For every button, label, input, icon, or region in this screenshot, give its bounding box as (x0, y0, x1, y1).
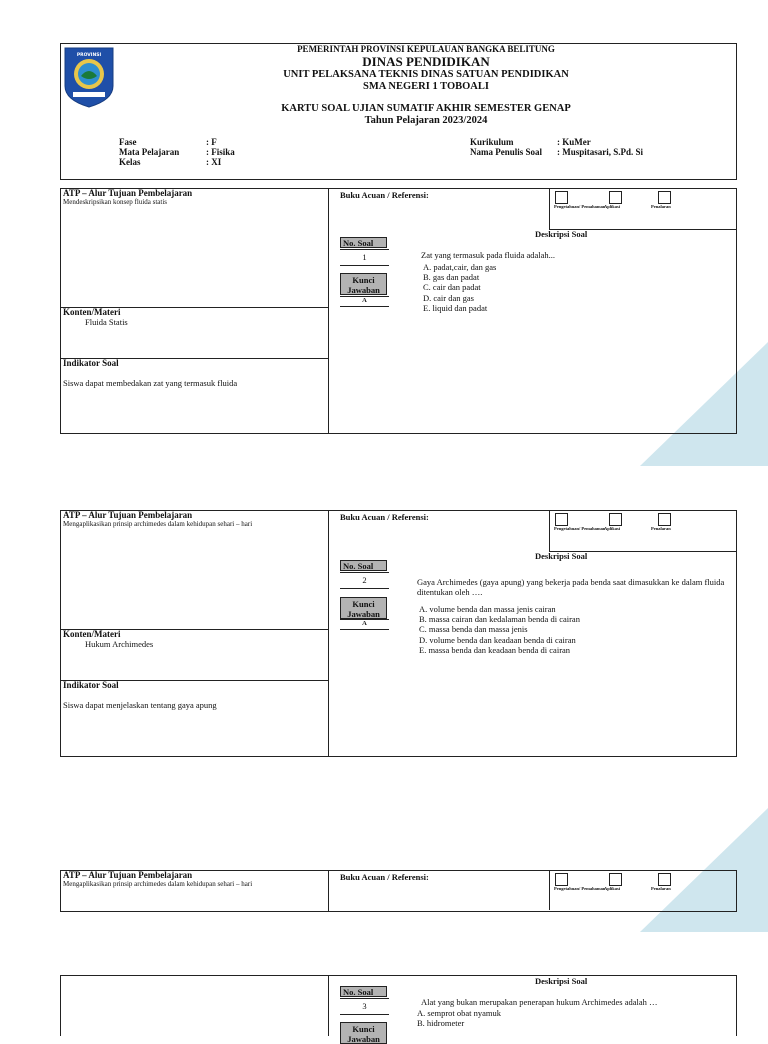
cognitive-level-checkboxes (549, 871, 737, 910)
kelas-value: : XI (206, 156, 222, 167)
header-line-school: SMA NEGERI 1 TOBOALI (363, 81, 489, 92)
header-line-year: Tahun Pelajaran 2023/2024 (364, 115, 488, 126)
question-card-1 (60, 188, 737, 434)
kunci-jawaban-value: A (340, 619, 389, 630)
mapel-value: : Fisika (206, 146, 235, 157)
checkbox-aplikasi[interactable] (609, 191, 622, 204)
kurikulum-value: : KuMer (557, 137, 591, 147)
checkbox-aplikasi[interactable] (609, 513, 622, 526)
indikator-title: Indikator Soal (63, 680, 119, 690)
no-soal-value: 1 (340, 249, 389, 266)
indikator-title: Indikator Soal (63, 358, 119, 368)
penulis-label: Nama Penulis Soal (470, 146, 543, 157)
deskripsi-soal-label: Deskripsi Soal (535, 976, 588, 986)
checkbox-aplikasi[interactable] (609, 873, 622, 886)
atp-title: ATP – Alur Tujuan Pembelajaran (63, 510, 193, 520)
option-d: D. cair dan gas (423, 292, 474, 303)
label-aplikasi: Aplikasi (604, 526, 621, 531)
konten-text: Fluida Statis (85, 317, 128, 327)
checkbox-penalaran[interactable] (658, 191, 671, 204)
buku-acuan-label: Buku Acuan / Referensi: (340, 190, 429, 200)
checkbox-penalaran[interactable] (658, 513, 671, 526)
label-aplikasi: Aplikasi (604, 886, 621, 891)
atp-text: Mengaplikasikan prinsip archimedes dalam kehidupan sehari – hari (63, 880, 253, 889)
header-line-government: PEMERINTAH PROVINSI KEPULAUAN BANGKA BELITUNG (297, 44, 555, 54)
answer-options (423, 262, 496, 313)
label-pemahaman: Pengetahuan/ Pemahaman (554, 204, 606, 209)
checkbox-pemahaman[interactable] (555, 873, 568, 886)
konten-text: Hukum Archimedes (85, 639, 154, 649)
option-b: B. gas dan padat (423, 272, 480, 283)
svg-text:PROVINSI: PROVINSI (76, 53, 102, 58)
option-e: E. liquid dan padat (423, 302, 488, 313)
no-soal-value: 3 (340, 998, 389, 1015)
option-a: A. semprot obat nyamuk (417, 1008, 502, 1018)
label-pemahaman: Pengetahuan/ Pemahaman (554, 886, 606, 891)
indikator-text: Siswa dapat membedakan zat yang termasuk fluida (63, 378, 238, 388)
option-d: D. volume benda dan keadaan benda di cairan (419, 634, 576, 645)
meta-right-labels (470, 138, 542, 158)
deskripsi-soal-label: Deskripsi Soal (535, 551, 588, 561)
checkbox-pemahaman[interactable] (555, 513, 568, 526)
kunci-jawaban-label: Kunci Jawaban (340, 1022, 387, 1044)
atp-text: Mengaplikasikan prinsip archimedes dalam kehidupan sehari – hari (63, 520, 253, 529)
checkbox-pemahaman[interactable] (555, 191, 568, 204)
label-penalaran: Penalaran (651, 526, 671, 531)
header-line-unit: UNIT PELAKSANA TEKNIS DINAS SATUAN PENDIDIKAN (283, 69, 569, 80)
label-penalaran: Penalaran (651, 204, 671, 209)
konten-title: Konten/Materi (63, 629, 121, 639)
option-b: B. massa cairan dan kedalaman benda di cairan (419, 614, 580, 625)
no-soal-label: No. Soal (340, 986, 387, 997)
question-card-3-header (60, 870, 737, 912)
card-left-column (61, 976, 329, 1036)
option-c: C. cair dan padat (423, 282, 481, 293)
document-header (60, 43, 737, 180)
konten-title: Konten/Materi (63, 307, 121, 317)
question-text: Gaya Archimedes (gaya apung) yang bekerja pada benda saat dimasukkan ke dalam fluida ditentukan oleh …. (417, 577, 725, 598)
question-card-3-body (60, 975, 737, 1044)
card-left-column (61, 511, 329, 756)
answer-options (417, 1008, 501, 1028)
option-e: E. massa benda dan keadaan benda di cairan (419, 644, 571, 655)
penulis-value: : Muspitasari, S.Pd. Si (557, 146, 644, 157)
no-soal-value: 2 (340, 572, 389, 589)
cognitive-level-checkboxes (549, 511, 737, 552)
fase-value: : F (206, 137, 217, 147)
question-card-2 (60, 510, 737, 757)
kunci-jawaban-label: Kunci Jawaban (340, 597, 387, 619)
buku-acuan-label: Buku Acuan / Referensi: (340, 512, 429, 522)
fase-label: Fase (119, 137, 137, 147)
question-text: Alat yang bukan merupakan penerapan hukum Archimedes adalah … (421, 997, 658, 1007)
checkbox-penalaran[interactable] (658, 873, 671, 886)
atp-title: ATP – Alur Tujuan Pembelajaran (63, 188, 193, 198)
indikator-text: Siswa dapat menjelaskan tentang gaya apung (63, 700, 217, 710)
kunci-jawaban-value: A (340, 296, 389, 307)
option-a: A. volume benda dan massa jenis cairan (419, 604, 556, 614)
option-b: B. hidrometer (417, 1018, 465, 1029)
header-line-title: KARTU SOAL UJIAN SUMATIF AKHIR SEMESTER GENAP (281, 103, 571, 114)
province-logo (63, 46, 115, 108)
header-line-office: DINAS PENDIDIKAN (362, 54, 490, 69)
mapel-label: Mata Pelajaran (119, 146, 180, 157)
label-penalaran: Penalaran (651, 886, 671, 891)
atp-title: ATP – Alur Tujuan Pembelajaran (63, 870, 193, 880)
no-soal-label: No. Soal (340, 560, 387, 571)
kurikulum-label: Kurikulum (470, 137, 514, 147)
question-text: Zat yang termasuk pada fluida adalah... (421, 250, 556, 260)
card-left-column (61, 871, 329, 911)
no-soal-label: No. Soal (340, 237, 387, 248)
buku-acuan-label: Buku Acuan / Referensi: (340, 872, 429, 882)
meta-left-values (206, 138, 235, 168)
answer-options (419, 604, 580, 655)
atp-text: Mendeskripsikan konsep fluida statis (63, 198, 168, 207)
meta-right-values (557, 138, 643, 158)
label-aplikasi: Aplikasi (604, 204, 621, 209)
meta-left-labels (119, 138, 179, 168)
label-pemahaman: Pengetahuan/ Pemahaman (554, 526, 606, 531)
kelas-label: Kelas (119, 156, 141, 167)
option-a: A. padat,cair, dan gas (423, 262, 497, 272)
deskripsi-soal-label: Deskripsi Soal (535, 229, 588, 239)
option-c: C. massa benda dan massa jenis (419, 624, 528, 635)
kunci-jawaban-label: Kunci Jawaban (340, 273, 387, 295)
cognitive-level-checkboxes (549, 189, 737, 230)
card-left-column (61, 189, 329, 433)
